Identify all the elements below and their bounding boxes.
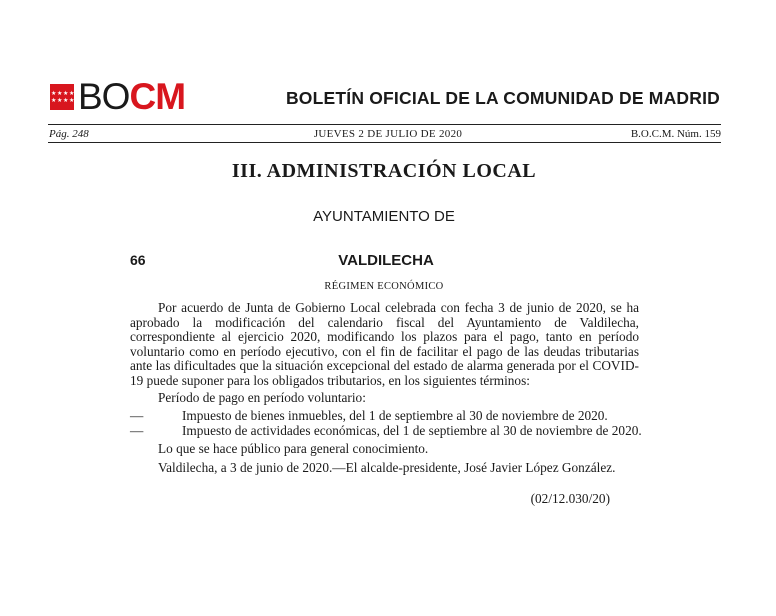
publication-title: BOLETÍN OFICIAL DE LA COMUNIDAD DE MADRID — [285, 88, 720, 108]
issue-number: B.O.C.M. Núm. 159 — [630, 128, 721, 140]
announcement-body — [130, 300, 642, 476]
header-rule-top — [48, 124, 721, 125]
list-item: — Impuesto de actividades económicas, del 1 de septiembre al 30 de noviembre de 2020. — [130, 422, 642, 438]
page-number: Pág. 248 — [49, 128, 89, 140]
period-label: Período de pago en período voluntario: — [158, 389, 366, 405]
bocm-logo — [50, 76, 186, 117]
logo-wordmark: BOCM — [78, 76, 186, 117]
list-item: — Impuesto de bienes inmuebles, del 1 de septiembre al 30 de noviembre de 2020. — [130, 408, 608, 424]
municipality-heading: VALDILECHA — [338, 252, 434, 269]
issue-date: JUEVES 2 DE JULIO DE 2020 — [313, 128, 463, 140]
header-rule-bottom — [48, 142, 721, 143]
announcement-number: 66 — [130, 252, 146, 268]
reference-code: (02/12.030/20) — [530, 491, 610, 506]
signature-line: Valdilecha, a 3 de junio de 2020.—El alcalde-presidente, José Javier López González. — [158, 459, 616, 475]
madrid-flag-icon: ★ ★ ★ ★ ★ ★ ★ ★ — [50, 84, 74, 110]
closing-line: Lo que se hace público para general conocimiento. — [158, 441, 429, 457]
section-heading: III. ADMINISTRACIÓN LOCAL — [231, 160, 537, 182]
subject-heading: RÉGIMEN ECONÓMICO — [324, 281, 444, 292]
main-paragraph: Por acuerdo de Junta de Gobierno Local celebrada con fecha 3 de junio de 2020, se ha aprobado la modificación del calendario fiscal del Ayuntamiento de Valdilecha, correspondiente al ejercicio 2020, modificando los plazos para el pago, tanto en período voluntario como en período ejecutivo, con el fin de facilitar el pago de las deudas tributarias ante las dificultades que la situación excepcional del estado de alarma generada por el COVID-19 puede suponer para los obligados tributarios, en los siguientes términos: — [130, 300, 639, 388]
tax-list — [130, 408, 642, 438]
entity-heading: AYUNTAMIENTO DE — [313, 208, 455, 225]
